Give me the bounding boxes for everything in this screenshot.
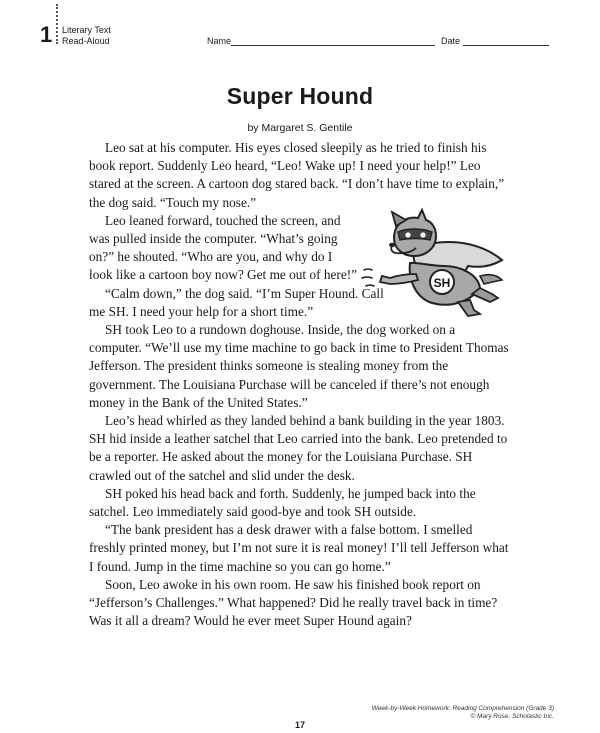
story-paragraph: Leo sat at his computer. His eyes closed sleepily as he tried to finish his book report. Suddenly Leo heard, “Leo! Wake up! I need your help!” Leo stared at the screen. A cartoon dog stared back. “I don’t have time to explain,” the dog said. “Touch my nose.”: [89, 140, 505, 210]
credit-line1: Week-by-Week Homework: Reading Comprehension (Grade 3): [371, 705, 554, 712]
section-label-line1: Literary Text: [62, 25, 111, 35]
section-label: [62, 25, 111, 47]
unit-number: 1: [40, 22, 53, 47]
page-number: 17: [294, 720, 305, 730]
name-field[interactable]: [231, 45, 435, 46]
story-paragraph-wrapped: Leo leaned forward, touched the screen, and was pulled inside the computer. “What’s going on?” he shouted. “Who are you, and why do I look like a cartoon boy now? Get me out of here!”: [89, 212, 358, 283]
super-hound-illustration: [360, 208, 515, 323]
date-field[interactable]: [463, 45, 549, 46]
story-paragraph: Soon, Leo awoke in his own room. He saw his finished book report on “Jefferson’s Challenges.” What happened? Did he really travel back in time? Was it all a dream? Would he ever meet Super Hound again?: [89, 576, 498, 629]
story-byline: by Margaret S. Gentile: [247, 122, 353, 134]
story-paragraph: SH took Leo to a rundown doghouse. Inside, the dog worked on a computer. “We’ll use my time machine to go back in time to President Thomas Jefferson. The president thinks someone is stealing money from the government. The Louisiana Purchase will be canceled if there’s not enough money in the Bank of the United States.”: [89, 322, 509, 410]
sh-emblem-label: SH: [433, 276, 451, 290]
date-label: Date: [441, 36, 461, 46]
credit-line2: © Mary Rose, Scholastic Inc.: [470, 713, 554, 720]
story-paragraph: Leo’s head whirled as they landed behind a bank building in the year 1803. SH hid inside a leather satchel that Leo carried into the bank. Leo pretended to be a reporter. He asked about the money for the Louisiana Purchase. SH crawled out of the satchel and slid under the desk.: [89, 413, 508, 483]
story-paragraph-wrapped: “Calm down,” the dog said. “I’m Super Hound. Call me SH. I need your help for a short time.”: [89, 285, 384, 319]
name-label: Name: [207, 36, 232, 46]
publication-credit: [372, 705, 554, 721]
story-paragraph: SH poked his head back and forth. Suddenly, he jumped back into the satchel. Leo immediately said good-bye and took SH outside.: [89, 485, 476, 520]
speed-lines-icon: [362, 269, 374, 286]
story-title: Super Hound: [226, 83, 374, 109]
dotted-divider: [56, 4, 58, 44]
section-label-line2: Read-Aloud: [62, 36, 110, 46]
story-paragraph: “The bank president has a desk drawer with a false bottom. I smelled freshly printed money, but I’m not sure it is real money! I’ll tell Jefferson what I found. Jump in the time machine so you can go home.”: [89, 522, 509, 574]
